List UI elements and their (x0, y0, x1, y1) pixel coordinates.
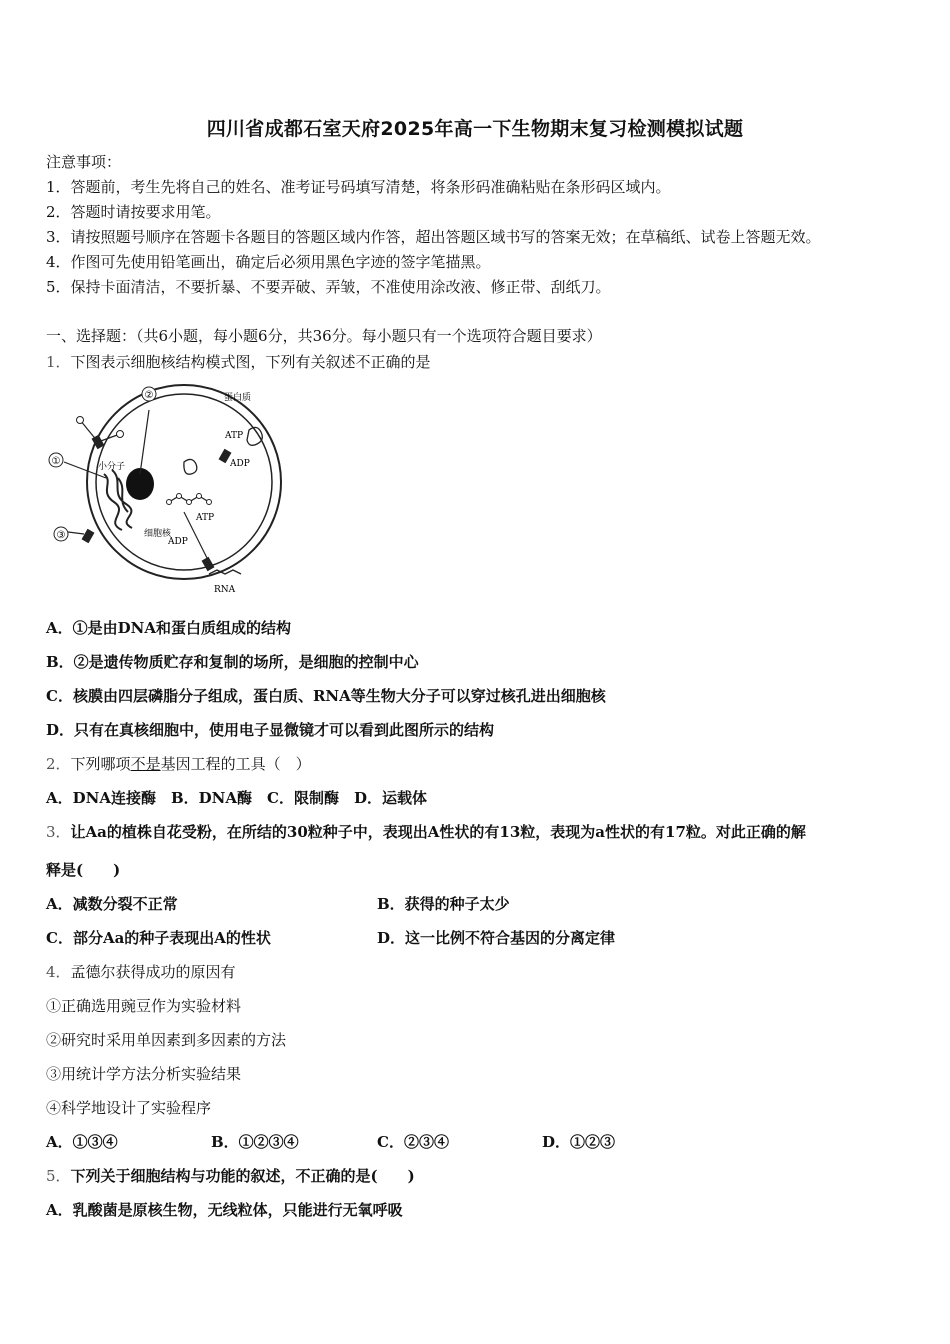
question-stem-post: 基因工程的工具（ ） (160, 755, 311, 773)
q4-option-b: B．①②③④ (211, 1133, 299, 1151)
notice-item-3: 3．请按照题号顺序在答题卡各题目的答题区域内作答，超出答题区域书写的答案无效；在草稿纸、试卷上答题无效。 (46, 228, 821, 246)
label-1: ① (51, 456, 61, 467)
label-atp-bottom: ATP (196, 513, 215, 523)
question-3 (46, 822, 806, 842)
question-number: 4． (46, 963, 71, 981)
q4-option-c: C．②③④ (377, 1133, 449, 1151)
question-2 (46, 754, 311, 774)
q4-option-a: A．①③④ (46, 1133, 118, 1151)
q3-option-c: C．部分Aa的种子表现出A的性状 (46, 929, 271, 947)
q4-option-d: D．①②③ (542, 1133, 616, 1151)
q3-option-d: D．这一比例不符合基因的分离定律 (377, 929, 616, 947)
q4-statement-1: ①正确选用豌豆作为实验材料 (46, 997, 242, 1015)
question-number: 1． (46, 353, 71, 371)
q1-option-a: A．①是由DNA和蛋白质组成的结构 (46, 619, 291, 637)
q5-option-a: A．乳酸菌是原核生物，无线粒体，只能进行无氧呼吸 (46, 1201, 403, 1219)
q1-option-b: B．②是遗传物质贮存和复制的场所，是细胞的控制中心 (46, 653, 419, 671)
inner-blob (184, 459, 197, 474)
q1-option-c: C．核膜由四层磷脂分子组成，蛋白质、RNA等生物大分子可以穿过核孔进出细胞核 (46, 687, 606, 705)
q4-statement-3: ③用统计学方法分析实验结果 (46, 1065, 242, 1083)
question-stem-pre: 下列哪项 (70, 755, 131, 773)
q4-statement-2: ②研究时采用单因素到多因素的方法 (46, 1031, 287, 1049)
pore-arrow-out (80, 420, 98, 442)
label-nucleus: 细胞核 (144, 529, 172, 539)
q3-option-b: B．获得的种子太少 (377, 895, 510, 913)
question-1 (46, 352, 431, 372)
notice-item-4: 4．作图可先使用铅笔画出，确定后必须用黑色字迹的签字笔描黑。 (46, 253, 491, 271)
question-number: 2． (46, 755, 71, 773)
notice-heading: 注意事项： (46, 153, 122, 171)
q3-option-a: A．减数分裂不正常 (46, 895, 178, 913)
label-2: ② (144, 390, 154, 401)
notice-item-5: 5．保持卡面清洁，不要折暴、不要弄破、弄皱，不准使用涂改液、修正带、刮纸刀。 (46, 278, 611, 296)
label-protein: 蛋白质 (224, 393, 252, 403)
pointer-3 (68, 532, 84, 534)
question-stem: 孟德尔获得成功的原因有 (70, 963, 236, 981)
label-adp-top: ADP (230, 459, 250, 469)
question-stem: 下图表示细胞核结构模式图，下列有关叙述不正确的是 (70, 353, 431, 371)
q1-option-d: D．只有在真核细胞中，使用电子显微镜才可以看到此图所示的结构 (46, 721, 495, 739)
label-adp-bottom: ADP (168, 537, 188, 547)
label-atp-top: ATP (225, 431, 244, 441)
notice-item-1: 1．答题前，考生先将自己的姓名、准考证号码填写清楚，将条形码准确粘贴在条形码区域内。 (46, 178, 671, 196)
label-small-molecule: 小分子 (98, 462, 126, 472)
label-3: ③ (56, 530, 66, 541)
question-stem-underlined: 不是 (130, 755, 161, 773)
question-5 (46, 1166, 415, 1186)
notice-item-2: 2．答题时请按要求用笔。 (46, 203, 221, 221)
question-stem: 让Aa的植株自花受粉，在所结的30粒种子中，表现出A性状的有13粒，表现为a性状的有17粒。对此正确的解 (70, 823, 806, 841)
section-heading: 一、选择题：（共6小题，每小题6分，共36分。每小题只有一个选项符合题目要求） (46, 327, 602, 345)
nuclear-envelope-outer (87, 385, 281, 579)
question-3-cont: 释是( ) (46, 861, 121, 879)
q4-statement-4: ④科学地设计了实验程序 (46, 1099, 212, 1117)
nucleus-diagram (44, 382, 284, 598)
molecule-circle (77, 417, 84, 424)
question-stem: 下列关于细胞结构与功能的叙述，不正确的是( ) (70, 1167, 415, 1185)
molecule-circle (117, 431, 124, 438)
pointer-2 (140, 410, 149, 474)
question-number: 5． (46, 1167, 71, 1185)
question-number: 3． (46, 823, 71, 841)
question-4 (46, 962, 236, 982)
q2-options: A．DNA连接酶 B．DNA酶 C．限制酶 D．运载体 (46, 789, 427, 807)
page-title: 四川省成都石室天府2025年高一下生物期末复习检测模拟试题 (206, 118, 744, 140)
label-rna: RNA (214, 585, 236, 595)
